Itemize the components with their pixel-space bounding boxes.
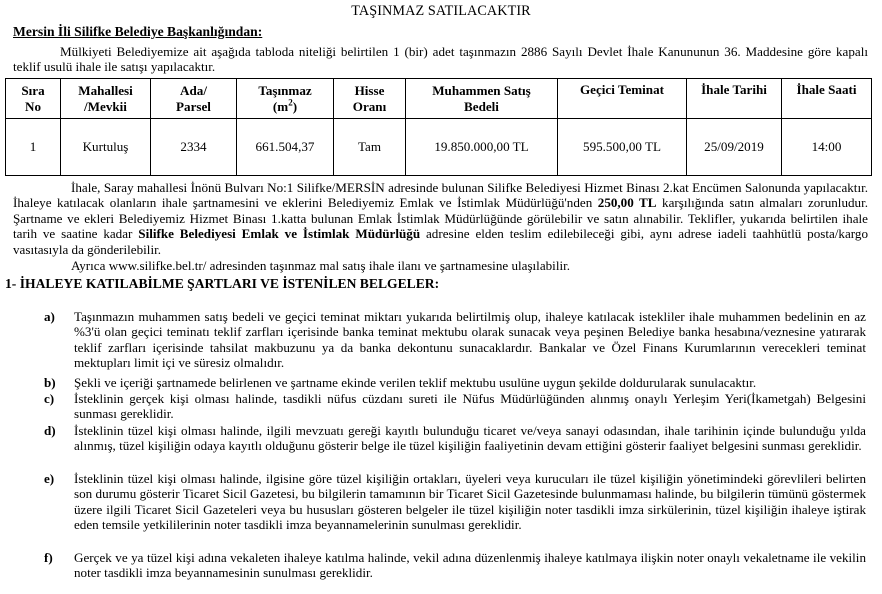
list-item-label: c): [44, 391, 55, 406]
list-item-text: Şekli ve içeriği şartnamede belirlenen ve şartname ekinde verilen teklif mektubu usulüne uygun şekilde doldurularak sunulacaktır.: [74, 375, 757, 390]
header-teminat-label: Geçici Teminat: [579, 82, 664, 97]
tender-info-paragraph: [13, 180, 868, 257]
list-item-label: d): [44, 423, 56, 438]
property-table: [5, 78, 872, 176]
list-item-label: a): [44, 309, 55, 324]
header-mahalle-line2: /Mevkii: [84, 98, 127, 114]
header-hisse: [334, 79, 406, 119]
header-hisse-line1: Hisse: [354, 82, 385, 98]
header-tasinmaz-superscript: 2: [288, 97, 293, 108]
header-ada-parsel: [151, 79, 237, 119]
list-item-text: İsteklinin gerçek kişi olması halinde, tasdikli nüfus cüzdanı sureti ile Nüfus Müdürlüğünden alınmış onaylı Yerleşim Yeri(İkametgah) Belgesini sunması gereklidir.: [74, 391, 866, 422]
cell-mahalle: Kurtuluş: [61, 119, 151, 176]
spec-fee: 250,00 TL: [597, 195, 657, 211]
header-tasinmaz-close: ): [292, 98, 298, 114]
section-heading: 1- İHALEYE KATILABİLME ŞARTLARI VE İSTENİLEN BELGELER:: [5, 276, 440, 291]
header-hisse-line2: Oranı: [352, 98, 387, 114]
header-teminat: [558, 79, 687, 119]
header-tasinmaz: [237, 79, 334, 119]
header-ada-line1: Ada/: [180, 82, 207, 98]
header-saat: [782, 79, 872, 119]
list-item-text: Taşınmazın muhammen satış bedeli ve geçici teminat miktarı yukarıda belirtilmiş olup, ihaleye katılacak istekliler ihale muhammen bedelinin en az %3'ü olan geçici teminatı teklif zarfları içerisinde banka teminat mektubu olarak sunacak veya peşinen Belediye banka hesabına/veznesine yatırarak teklif zarfları içerisinde tahsilat makbuzunu ya da banka dekontunu sunacaklardır. Bankalar ve Özel Finans Kurumlarının verecekleri teminat mektupları limit içi ve süresiz olmalıdır.: [74, 309, 866, 371]
cell-alan: 661.504,37: [237, 119, 334, 176]
header-sira: [6, 79, 61, 119]
header-bedel-line2: Bedeli: [464, 98, 499, 114]
header-tasinmaz-line1: Taşınmaz: [258, 82, 312, 98]
header-bedel-line1: Muhammen Satış: [432, 82, 531, 98]
table-row: [6, 119, 872, 176]
header-mahalle-line1: Mahallesi: [78, 82, 133, 98]
list-item-text: İsteklinin tüzel kişi olması halinde, ilgili mevzuatı gereği kayıtlı bulunduğu ticaret ve/veya sanayi odasından, ihale tarihinin içinde bulunduğu yılda alınmış, tüzel kişiliğin odaya kayıtlı olduğunu gösterir belge ile tüzel kişiliğin faaliyetinin devam ettiğini gösterir faaliyet belgesini sunması gereklidir.: [74, 423, 866, 454]
cell-ada-parsel: 2334: [151, 119, 237, 176]
intro-paragraph: Mülkiyeti Belediyemize ait aşağıda tabloda niteliği belirtilen 1 (bir) adet taşınmazın 2886 Sayılı Devlet İhale Kanununun 36. Maddesine göre kapalı teklif usulü ihale ile satışı yapılacaktır.: [13, 44, 868, 75]
header-tarih-label: İhale Tarihi: [701, 82, 767, 97]
table-header-row: [6, 79, 872, 119]
list-item-text: Gerçek ve ya tüzel kişi adına vekaleten ihaleye katılma halinde, vekil adına düzenlenmiş ihaleye katılmaya ilişkin noter onaylı vekaletname ile vekilin noter tasdikli imza beyannamesinin sunulması gereklidir.: [74, 550, 866, 581]
header-tarih: [687, 79, 782, 119]
department-name: Silifke Belediyesi Emlak ve İstimlak Müdürlüğü: [138, 226, 421, 242]
cell-hisse: Tam: [334, 119, 406, 176]
cell-tarih: 25/09/2019: [687, 119, 782, 176]
tender-info-text-c: adresine elden teslim edilebileceği gibi, aynı adrese iadeli taahhütlü posta/kargo vasıtasıyla da gönderilebilir.: [13, 226, 868, 257]
cell-bedel: 19.850.000,00 TL: [406, 119, 558, 176]
list-item-label: f): [44, 550, 53, 565]
tender-info-text-b: karşılığında satın almaları zorunludur. Şartname ve ekleri Belediyemiz Hizmet Binası 1.katta bulunan Emlak İstimlak Müdürlüğünde görülebilir ve satın alınabilir. Teklifler, yukarıda belirtilen ihale tarih ve saatine kadar: [13, 195, 868, 242]
tender-info-text-a: İhale, Saray mahallesi İnönü Bulvarı No:1 Silifke/MERSİN adresinde bulunan Silifke Belediyesi Hizmet Binası 2.kat Encümen Salonunda yapılacaktır. İhaleye katılacak olanların ihale şartnamesini ve eklerini Belediyemiz Emlak ve İstimlak Müdürlüğü'nden: [13, 180, 868, 211]
header-tasinmaz-unit: (m: [272, 98, 289, 114]
header-sira-line2: No: [24, 98, 41, 114]
header-sira-line1: Sıra: [21, 82, 45, 98]
addressee-heading: Mersin İli Silifke Belediye Başkanlığından:: [13, 24, 263, 39]
cell-saat: 14:00: [782, 119, 872, 176]
header-saat-label: İhale Saati: [796, 82, 857, 97]
list-item-text: İsteklinin tüzel kişi olması halinde, ilgisine göre tüzel kişiliğin ortakları, üyeleri veya kurucuları ile tüzel kişiliğin yönetimindeki görevlileri belirten son durumu gösterir Ticaret Sicil Gazetesi, bu bilgilerin tamamının bir Ticaret Sicil Gazetesinde bulunmaması halinde, bu bilgilerin tümünü göstermek üzere ilgili Ticaret Sicil Gazeteleri veya bu hususları gösteren belgeler ile tüzel kişiliğin noter tasdikli imza sirkülerinin, tüzel kişiliğin ihaleye iştirak eden temsile yetkililerinin noter tasdikli imza beyannamelerinin sunulması gereklidir.: [74, 471, 866, 533]
header-mahalle: [61, 79, 151, 119]
cell-sira: 1: [6, 119, 61, 176]
list-item-label: b): [44, 375, 56, 390]
cell-teminat: 595.500,00 TL: [558, 119, 687, 176]
document-title: TAŞINMAZ SATILACAKTIR: [351, 3, 531, 19]
website-paragraph: Ayrıca www.silifke.bel.tr/ adresinden taşınmaz mal satış ihale ilanı ve şartnamesine ulaşılabilir.: [71, 258, 570, 273]
header-bedel: [406, 79, 558, 119]
list-item-label: e): [44, 471, 55, 486]
header-ada-line2: Parsel: [176, 98, 211, 114]
